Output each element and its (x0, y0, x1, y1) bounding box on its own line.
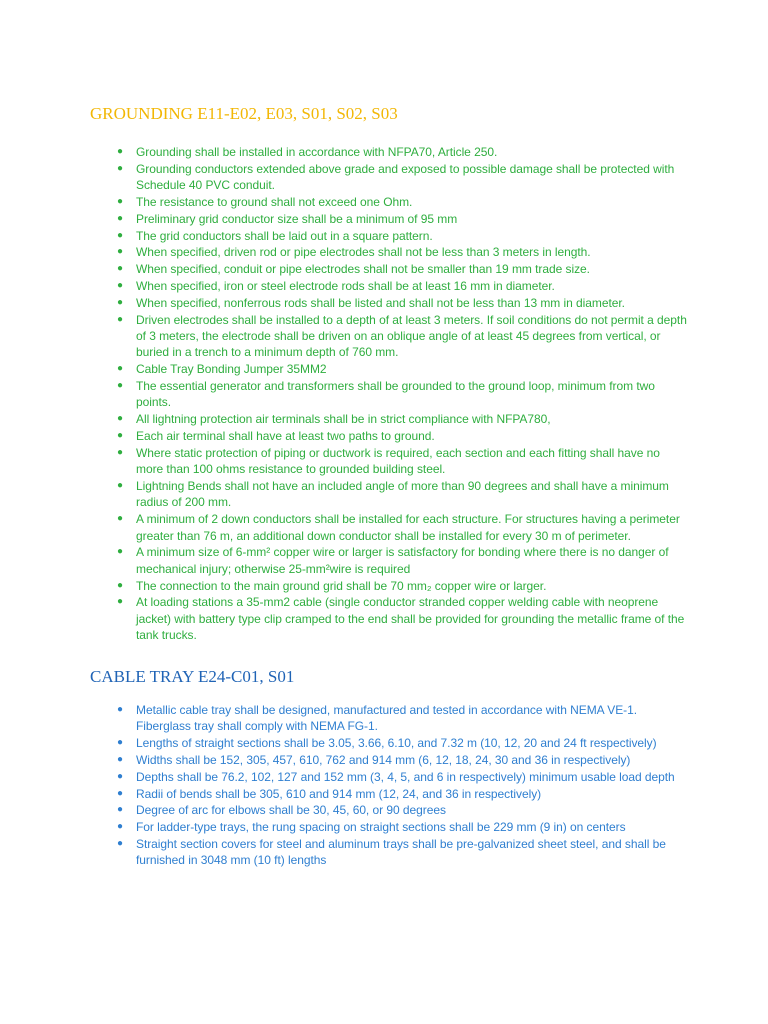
list-item (90, 228, 690, 244)
list-item (90, 278, 690, 294)
list-item-text: When specified, driven rod or pipe electrodes shall not be less than 3 meters in length. (136, 245, 591, 260)
list-item (90, 578, 690, 594)
list-item (90, 211, 690, 227)
list-item (90, 261, 690, 277)
list-item (90, 735, 690, 751)
list-item (90, 594, 690, 643)
list-item (90, 544, 690, 577)
bullet-icon: ● (117, 787, 123, 799)
list-item (90, 445, 690, 478)
bullet-icon: ● (117, 196, 123, 207)
list-item-text: When specified, conduit or pipe electrodes shall not be smaller than 19 mm trade size. (136, 262, 590, 277)
bullet-icon: ● (117, 804, 123, 816)
list-item-text: Degree of arc for elbows shall be 30, 45, 60, or 90 degrees (136, 803, 446, 818)
list-item-text: The connection to the main ground grid shall be 70 mm₂ copper wire or larger. (136, 578, 547, 593)
bullet-icon: ● (117, 770, 123, 782)
bullet-icon: ● (117, 413, 123, 425)
section-grounding (90, 104, 690, 644)
bullet-icon: ● (117, 821, 123, 833)
list-item-text: A minimum size of 6-mm² copper wire or larger is satisfactory for bonding where there is no danger of mechanical injury; otherwise 25-mm²wire is required (136, 545, 669, 576)
list-item-text: The resistance to ground shall not exceed one Ohm. (136, 195, 413, 209)
list-item-text: Grounding conductors extended above grade and exposed to possible damage shall be protected with Schedule 40 PVC conduit. (136, 161, 675, 193)
bullet-icon: ● (117, 446, 123, 458)
list-item-text: Radii of bends shall be 305, 610 and 914 mm (12, 24, and 36 in respectively) (136, 786, 542, 801)
bullet-icon: ● (117, 513, 123, 525)
bullet-icon: ● (117, 229, 123, 241)
list-item (90, 478, 690, 511)
list-item-text: When specified, iron or steel electrode rods shall be at least 16 mm in diameter. (136, 278, 555, 293)
bullet-icon: ● (117, 313, 123, 325)
list-item (90, 361, 690, 377)
list-item (90, 786, 690, 802)
list-item (90, 312, 690, 361)
bullet-icon: ● (117, 246, 123, 258)
list-item (90, 295, 690, 311)
list-item-text: At loading stations a 35-mm2 cable (single conductor stranded copper welding cable with neoprene jacket) with battery type clip cramped to the end shall be provided for grounding the metallic frame of the tank trucks. (136, 595, 685, 643)
bullet-icon: ● (117, 212, 123, 224)
list-item-text: Grounding shall be installed in accordance with NFPA70, Article 250. (136, 145, 498, 159)
list-item-text: Straight section covers for steel and aluminum trays shall be pre-galvanized sheet steel, and shall be furnished in 3048 mm (10 ft) lengths (136, 836, 666, 868)
list-item (90, 411, 690, 427)
bullet-icon: ● (117, 263, 123, 275)
list-item-text: Lightning Bends shall not have an included angle of more than 90 degrees and shall have a minimum radius of 200 mm. (136, 478, 669, 510)
list-item-text: Where static protection of piping or ductwork is required, each section and each fitting shall have no more than 100 ohms resistance to grounded building steel. (136, 445, 660, 477)
list-item (90, 144, 690, 160)
list-item (90, 802, 690, 818)
list-item (90, 702, 690, 735)
list-item-text: Depths shall be 76.2, 102, 127 and 152 mm (3, 4, 5, and 6 in respectively) minimum usable load depth (136, 769, 675, 784)
bullet-icon: ● (117, 363, 123, 375)
list-item-text: The essential generator and transformers shall be grounded to the ground loop, minimum from two points. (136, 378, 655, 410)
list-item (90, 769, 690, 785)
bullet-icon: ● (117, 162, 123, 174)
section-heading: GROUNDING E11-E02, E03, S01, S02, S03 (90, 104, 398, 123)
bullet-icon: ● (117, 546, 123, 558)
list-item-text: Lengths of straight sections shall be 3.05, 3.66, 6.10, and 7.32 m (10, 12, 20 and 24 ft respectively) (136, 736, 657, 751)
bullet-icon: ● (117, 146, 123, 157)
section-heading: CABLE TRAY E24-C01, S01 (90, 667, 295, 686)
bullet-icon: ● (117, 429, 123, 441)
bullet-icon: ● (117, 379, 123, 391)
bullet-list (90, 144, 690, 644)
bullet-icon: ● (117, 279, 123, 291)
list-item-text: Each air terminal shall have at least two paths to ground. (136, 428, 435, 443)
bullet-icon: ● (117, 837, 123, 849)
bullet-list (90, 702, 690, 869)
list-item-text: Driven electrodes shall be installed to a depth of at least 3 meters. If soil conditions do not permit a depth of 3 meters, the electrode shall be driven on an oblique angle of at least 45 degrees from vertical, or buried in a trench to a minimum depth of 760 mm. (136, 312, 687, 360)
bullet-icon: ● (117, 754, 123, 765)
list-item-text: Preliminary grid conductor size shall be a minimum of 95 mm (136, 211, 458, 226)
list-item (90, 819, 690, 835)
list-item-text: All lightning protection air terminals shall be in strict compliance with NFPA780, (136, 412, 551, 427)
bullet-icon: ● (117, 579, 123, 591)
section-cable-tray (90, 667, 690, 869)
bullet-icon: ● (117, 596, 123, 608)
list-item (90, 378, 690, 411)
list-item-text: For ladder-type trays, the rung spacing on straight sections shall be 229 mm (9 in) on centers (136, 820, 626, 835)
list-item (90, 511, 690, 544)
list-item-text: Widths shall be 152, 305, 457, 610, 762 and 914 mm (6, 12, 18, 24, 30 and 36 in respectively) (136, 753, 631, 767)
list-item (90, 244, 690, 260)
list-item-text: When specified, nonferrous rods shall be listed and shall not be less than 13 mm in diameter. (136, 295, 625, 310)
list-item-text: The grid conductors shall be laid out in a square pattern. (136, 228, 433, 243)
list-item (90, 428, 690, 444)
bullet-icon: ● (117, 479, 123, 491)
list-item (90, 752, 690, 768)
bullet-icon: ● (117, 296, 123, 308)
bullet-icon: ● (117, 737, 123, 749)
list-item (90, 161, 690, 194)
list-item (90, 836, 690, 869)
bullet-icon: ● (117, 704, 123, 715)
list-item (90, 194, 690, 210)
list-item-text: Cable Tray Bonding Jumper 35MM2 (136, 362, 327, 377)
list-item-text: Metallic cable tray shall be designed, manufactured and tested in accordance with NEMA VE-1. Fiberglass tray shall comply with NEMA FG-1. (136, 703, 638, 734)
list-item-text: A minimum of 2 down conductors shall be installed for each structure. For structures having a perimeter greater than 76 m, an additional down conductor shall be installed for every 30 m of perimeter. (136, 512, 680, 543)
